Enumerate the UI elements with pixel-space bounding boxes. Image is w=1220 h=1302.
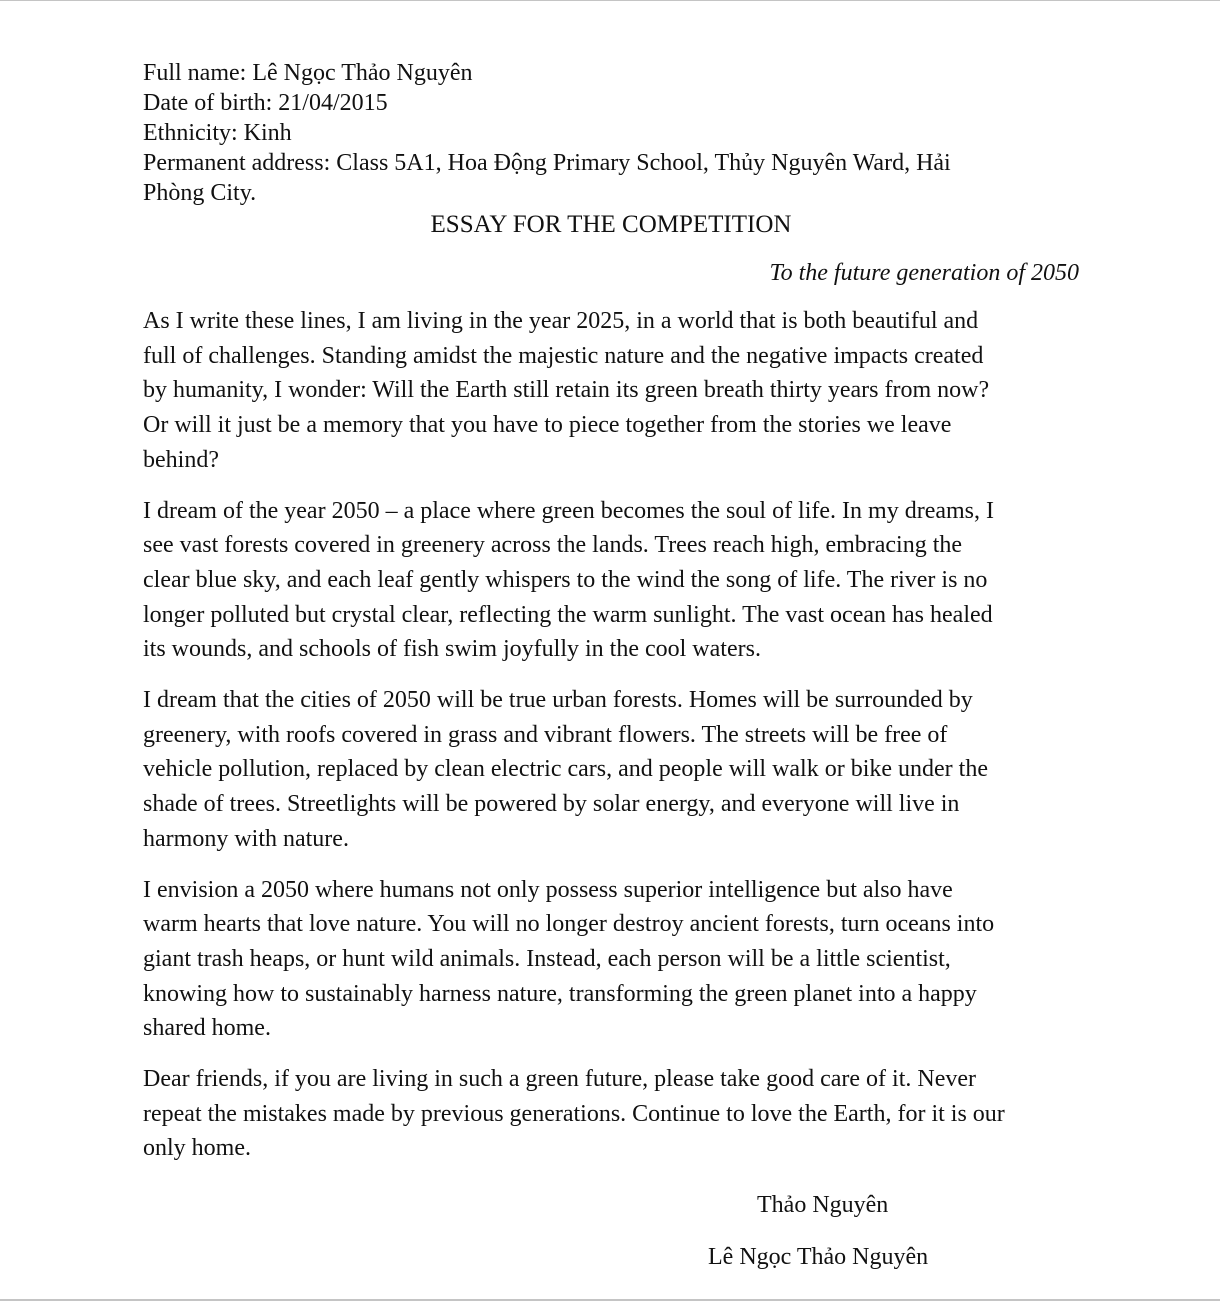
paragraph-line: Dear friends, if you are living in such a green future, please take good care of it. Never (143, 1066, 976, 1093)
signature-short-name: Thảo Nguyên (757, 1192, 889, 1218)
paragraph-2 (143, 494, 1083, 668)
paragraph-4 (143, 873, 1083, 1047)
paragraph-line: As I write these lines, I am living in the year 2025, in a world that is both beautiful and (143, 308, 979, 334)
paragraph-line: Or will it just be a memory that you have to piece together from the stories we leave (143, 412, 952, 439)
paragraph-line: only home. (143, 1135, 251, 1162)
paragraph-line: behind? (143, 446, 219, 473)
paragraph-line: harmony with nature. (143, 825, 349, 852)
paragraph-line: knowing how to sustainably harness nature, transforming the green planet into a happy (143, 980, 977, 1007)
paragraph-line: full of challenges. Standing amidst the majestic nature and the negative impacts created (143, 342, 984, 369)
paragraph-line: warm hearts that love nature. You will no longer destroy ancient forests, turn oceans into (143, 911, 995, 938)
essay-body (143, 304, 1083, 1166)
paragraph-3 (143, 683, 1083, 857)
paragraph-line: vehicle pollution, replaced by clean electric cars, and people will walk or bike under the (143, 756, 988, 783)
paragraph-line: I dream of the year 2050 – a place where green becomes the soul of life. In my dreams, I (143, 497, 994, 524)
ethnicity-line: Ethnicity: Kinh (143, 120, 292, 146)
dedication: To the future generation of 2050 (769, 260, 1079, 286)
paragraph-line: see vast forests covered in greenery across the lands. Trees reach high, embracing the (143, 532, 963, 559)
date-of-birth-line: Date of birth: 21/04/2015 (143, 90, 388, 116)
paragraph-line: its wounds, and schools of fish swim joyfully in the cool waters. (143, 636, 761, 663)
paragraph-line: greenery, with roofs covered in grass and vibrant flowers. The streets will be free of (143, 721, 948, 748)
essay-document (143, 58, 1083, 1166)
paragraph-line: clear blue sky, and each leaf gently whispers to the wind the song of life. The river is no (143, 566, 988, 593)
address-line-1: Permanent address: Class 5A1, Hoa Động Primary School, Thủy Nguyên Ward, Hải (143, 150, 951, 176)
paragraph-line: I dream that the cities of 2050 will be true urban forests. Homes will be surrounded by (143, 687, 973, 714)
address-line-2: Phòng City. (143, 180, 257, 206)
paragraph-line: giant trash heaps, or hunt wild animals. Instead, each person will be a little scientist, (143, 945, 951, 972)
essay-title: ESSAY FOR THE COMPETITION (430, 211, 792, 238)
full-name-line: Full name: Lê Ngọc Thảo Nguyên (143, 60, 473, 86)
paragraph-line: shade of trees. Streetlights will be powered by solar energy, and everyone will live in (143, 791, 960, 818)
signature-full-name: Lê Ngọc Thảo Nguyên (708, 1244, 929, 1270)
paragraph-line: repeat the mistakes made by previous generations. Continue to love the Earth, for it is our (143, 1100, 1005, 1127)
page-top-border (0, 0, 1220, 1)
student-info (143, 58, 1083, 208)
paragraph-1 (143, 304, 1083, 478)
page-bottom-border (0, 1299, 1220, 1301)
paragraph-line: longer polluted but crystal clear, reflecting the warm sunlight. The vast ocean has healed (143, 601, 993, 628)
paragraph-line: by humanity, I wonder: Will the Earth still retain its green breath thirty years from now? (143, 377, 990, 404)
paragraph-5 (143, 1062, 1083, 1166)
paragraph-line: I envision a 2050 where humans not only possess superior intelligence but also have (143, 876, 953, 903)
paragraph-line: shared home. (143, 1015, 271, 1042)
